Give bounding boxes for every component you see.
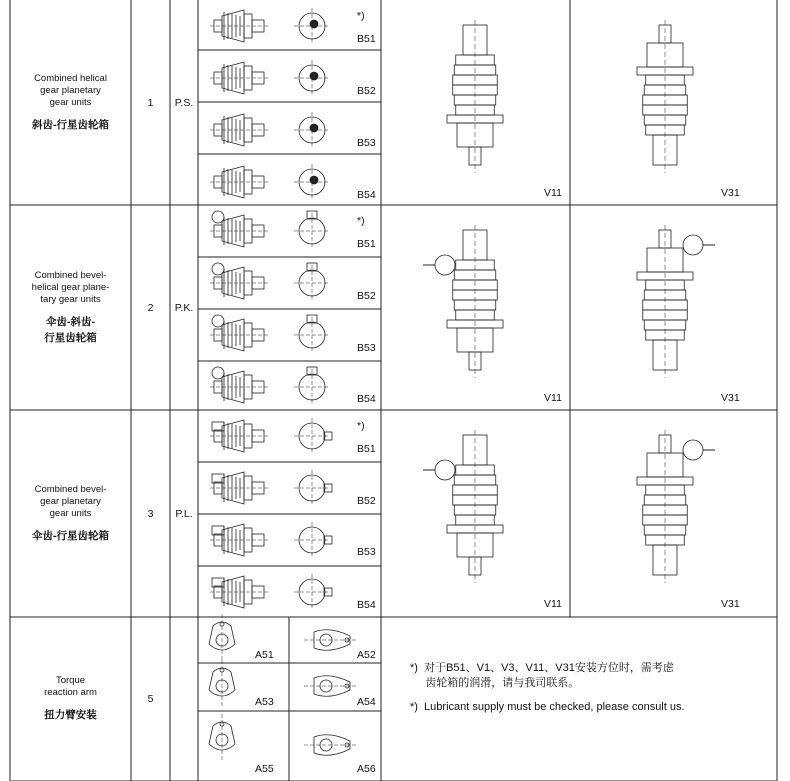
row-3-type: P.L.	[175, 507, 193, 520]
torque-description	[10, 617, 131, 781]
lubrication-note-cn: *) 对于B51、V1、V3、V11、V31安装方位时，需考虑 齿轮箱的润滑，请与我司联系。	[410, 662, 674, 689]
row-2-description	[10, 205, 131, 410]
row-1-type: P.S.	[174, 96, 194, 109]
row-3-number: 3	[147, 507, 154, 520]
row-2-vertical-v31: V31	[721, 392, 740, 404]
arm-a54-label: A54	[357, 696, 376, 708]
row-3-star-mark: *)	[357, 420, 365, 432]
row-3-description	[10, 410, 131, 617]
arm-a56-label: A56	[357, 763, 376, 775]
torque-number: 5	[147, 693, 154, 705]
row-3-pos-b54: B54	[357, 599, 376, 611]
row-3-desc-en: Combined bevel- gear planetary gear units	[34, 483, 107, 519]
arm-a52-label: A52	[357, 649, 376, 661]
lubrication-note-en: *) Lubricant supply must be checked, please consult us.	[410, 701, 685, 713]
row-2-pos-b54: B54	[357, 393, 376, 405]
row-1-vertical-v31: V31	[721, 187, 740, 199]
row-3-pos-b52: B52	[357, 495, 376, 507]
torque-desc-cn: 扭力臂安装	[44, 709, 97, 721]
vertical-gear-v11-sketch	[435, 460, 455, 480]
row-2-pos-b53: B53	[357, 342, 376, 354]
row-1-desc-cn: 斜齿-行星齿轮箱	[32, 118, 109, 131]
row-1-star-mark: *)	[357, 10, 365, 22]
row-1-desc-en: Combined helical gear planetary gear units	[34, 72, 107, 108]
row-1-pos-b53: B53	[357, 137, 376, 149]
vertical-gear-v11-sketch	[435, 255, 455, 275]
end-view-sketch	[310, 176, 318, 184]
row-2-pos-b52: B52	[357, 290, 376, 302]
arm-a51-label: A51	[255, 649, 274, 661]
vertical-gear-v31-sketch	[683, 440, 703, 460]
end-view-sketch	[310, 72, 318, 80]
row-2-pos-b51: B51	[357, 238, 376, 250]
row-1-pos-b52: B52	[357, 85, 376, 97]
row-1-vertical-v11: V11	[544, 187, 562, 199]
row-2-type: P.K.	[174, 301, 194, 314]
row-2-number: 2	[147, 301, 154, 314]
end-view-sketch	[310, 124, 318, 132]
row-1-pos-b54: B54	[357, 189, 376, 201]
row-2-desc-en: Combined bevel- helical gear plane- tary gear units	[31, 269, 110, 305]
row-3-pos-b53: B53	[357, 546, 376, 558]
row-1-description	[10, 0, 131, 205]
row-3-pos-b51: B51	[357, 443, 376, 455]
row-1-pos-b51: B51	[357, 33, 376, 45]
vertical-gear-v31-sketch	[683, 235, 703, 255]
torque-desc-en: Torque reaction arm	[44, 675, 97, 698]
arm-a53-label: A53	[255, 696, 274, 708]
row-1-number: 1	[147, 96, 154, 109]
arm-a55-label: A55	[255, 763, 274, 775]
end-view-sketch	[310, 20, 318, 28]
row-2-star-mark: *)	[357, 215, 365, 227]
row-3-desc-cn: 伞齿-行星齿轮箱	[32, 529, 109, 542]
row-2-vertical-v11: V11	[544, 392, 562, 404]
row-2-desc-cn: 伞齿-斜齿- 行星齿轮箱	[44, 315, 97, 344]
row-3-vertical-v31: V31	[721, 598, 740, 610]
row-3-vertical-v11: V11	[544, 598, 562, 610]
